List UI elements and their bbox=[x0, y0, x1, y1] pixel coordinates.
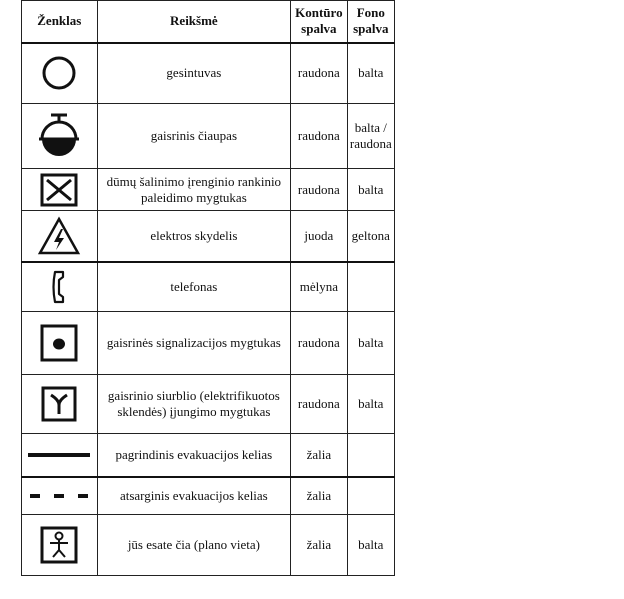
table-row bbox=[22, 104, 395, 169]
legend-table bbox=[21, 0, 395, 576]
meaning-cell: dūmų šalinimo įrenginio rankinio paleidimo mygtukas bbox=[97, 169, 291, 211]
alarm-button-icon bbox=[38, 322, 80, 364]
background-cell bbox=[347, 477, 394, 515]
background-cell: balta / raudona bbox=[347, 104, 394, 169]
contour-cell: žalia bbox=[291, 515, 347, 576]
background-cell: balta bbox=[347, 375, 394, 434]
you-are-here-icon bbox=[38, 524, 80, 566]
background-cell: balta bbox=[347, 43, 394, 104]
meaning-cell: elektros skydelis bbox=[97, 211, 291, 262]
pump-valve-button-icon bbox=[38, 383, 80, 425]
telephone-icon bbox=[39, 266, 79, 308]
meaning-cell: gaisrinio siurblio (elektrifikuotos sklendės) įjungimo mygtukas bbox=[97, 375, 291, 434]
meaning-cell: pagrindinis evakuacijos kelias bbox=[97, 434, 291, 477]
table-row bbox=[22, 43, 395, 104]
table-row bbox=[22, 169, 395, 211]
contour-cell: raudona bbox=[291, 312, 347, 375]
header-sign: Ženklas bbox=[22, 1, 98, 43]
header-contour-color: Kontūro spalva bbox=[291, 1, 347, 43]
circle-icon bbox=[39, 53, 79, 93]
table-row bbox=[22, 375, 395, 434]
contour-cell: žalia bbox=[291, 434, 347, 477]
table-row bbox=[22, 434, 395, 477]
contour-cell: juoda bbox=[291, 211, 347, 262]
background-cell: geltona bbox=[347, 211, 394, 262]
meaning-cell: gaisrinės signalizacijos mygtukas bbox=[97, 312, 291, 375]
meaning-cell: gaisrinis čiaupas bbox=[97, 104, 291, 169]
meaning-cell: gesintuvas bbox=[97, 43, 291, 104]
contour-cell: raudona bbox=[291, 169, 347, 211]
contour-cell: mėlyna bbox=[291, 262, 347, 312]
contour-cell: žalia bbox=[291, 477, 347, 515]
crossed-box-icon bbox=[39, 172, 79, 208]
header-row bbox=[22, 1, 395, 43]
contour-cell: raudona bbox=[291, 104, 347, 169]
meaning-cell: telefonas bbox=[97, 262, 291, 312]
table-row bbox=[22, 262, 395, 312]
background-cell bbox=[347, 434, 394, 477]
table-row bbox=[22, 211, 395, 262]
solid-line-icon bbox=[26, 450, 92, 460]
table-row bbox=[22, 312, 395, 375]
background-cell: balta bbox=[347, 312, 394, 375]
meaning-cell: atsarginis evakuacijos kelias bbox=[97, 477, 291, 515]
table-row bbox=[22, 515, 395, 576]
contour-cell: raudona bbox=[291, 43, 347, 104]
header-meaning: Reikšmė bbox=[97, 1, 291, 43]
header-background-color: Fono spalva bbox=[347, 1, 394, 43]
background-cell: balta bbox=[347, 515, 394, 576]
background-cell: balta bbox=[347, 169, 394, 211]
contour-cell: raudona bbox=[291, 375, 347, 434]
electric-hazard-triangle-icon bbox=[37, 215, 81, 257]
fire-hydrant-valve-icon bbox=[37, 112, 81, 160]
background-cell bbox=[347, 262, 394, 312]
table-row bbox=[22, 477, 395, 515]
meaning-cell: jūs esate čia (plano vieta) bbox=[97, 515, 291, 576]
dashed-line-icon bbox=[26, 491, 92, 501]
